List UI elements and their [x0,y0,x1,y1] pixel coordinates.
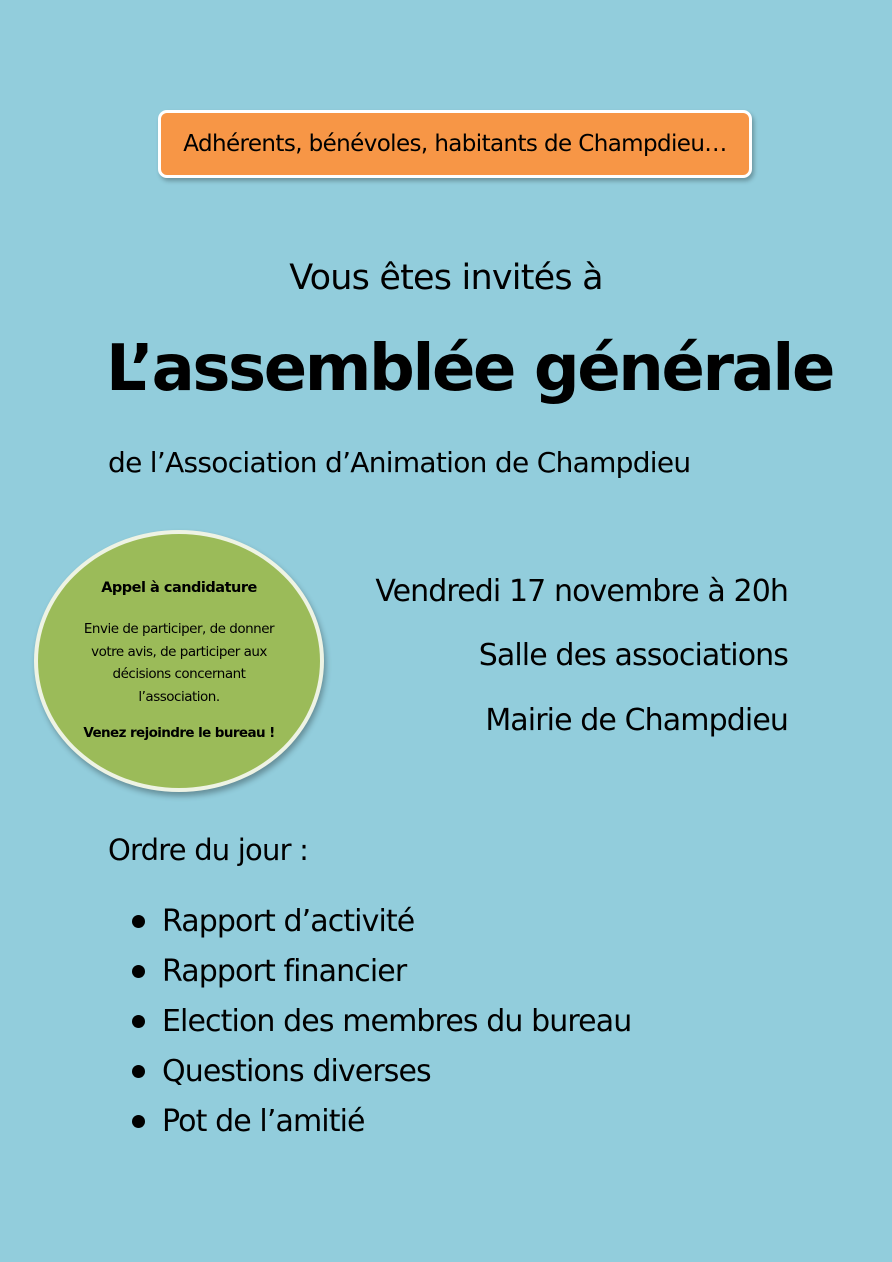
agenda-item-label: Questions diverses [162,1053,431,1089]
agenda-heading: Ordre du jour : [108,833,309,867]
bullet-icon [132,1115,145,1128]
invitation-line: Vous êtes invités à [289,258,603,298]
association-subtitle: de l’Association d’Animation de Champdieu [108,446,691,479]
agenda-item [132,1046,631,1096]
event-date: Vendredi 17 novembre à 20h [375,574,788,609]
agenda-item-label: Rapport d’activité [162,903,415,939]
candidature-cta: Venez rejoindre le bureau ! [83,725,275,741]
bullet-icon [132,965,145,978]
agenda-item [132,1096,631,1146]
page-title: L’assemblée générale [106,332,833,406]
agenda-item-label: Election des membres du bureau [162,1003,632,1039]
agenda-list [132,896,631,1146]
agenda-item [132,946,631,996]
event-venue: Salle des associations [478,638,788,673]
bullet-icon [132,1065,145,1078]
agenda-item [132,996,631,1046]
agenda-item [132,896,631,946]
audience-banner [158,110,752,178]
candidature-callout [34,530,324,792]
audience-banner-text: Adhérents, bénévoles, habitants de Champdieu… [183,131,727,157]
agenda-item-label: Rapport financier [162,953,407,989]
candidature-heading: Appel à candidature [101,580,257,596]
event-place: Mairie de Champdieu [485,703,788,738]
bullet-icon [132,1015,145,1028]
bullet-icon [132,915,145,928]
agenda-item-label: Pot de l’amitié [162,1103,365,1139]
candidature-body: Envie de participer, de donner votre avis, de participer aux décisions concernant l’association. [83,621,275,705]
